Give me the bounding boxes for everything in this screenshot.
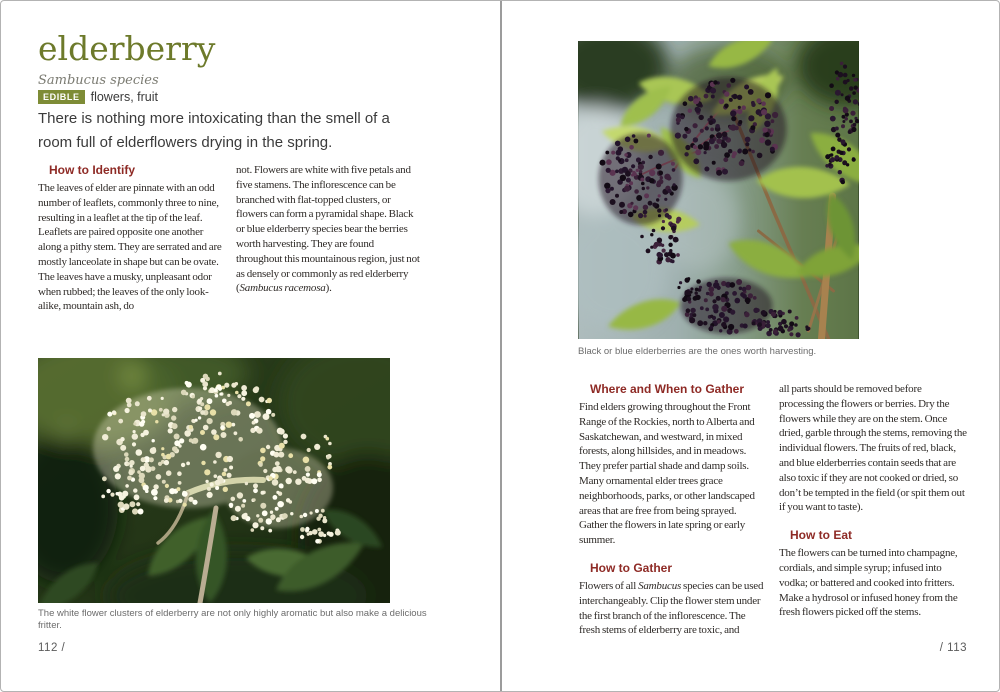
- identify-columns: [38, 163, 422, 314]
- gather-how-heading: How to Gather: [590, 560, 673, 575]
- edible-parts-label: flowers, fruit: [90, 90, 158, 104]
- species-subtitle: Sambucus species: [38, 73, 159, 88]
- gather-how-text: [579, 579, 767, 638]
- gather-continuation-text: all parts should be removed before processing the flowers or berries. Dry the flowers while they are on the stem. Once dried, garble through the stems, removing the individual flowers. The fruits of red, black, and blue elderberries contain seeds that are also toxic if they are not cooked or dried, so don’t be tempted in the field (or spit them out if you want to taste).: [779, 383, 967, 514]
- identify-text-2: [236, 163, 422, 296]
- entry-title: elderberry: [38, 29, 216, 68]
- gather-column-1: [579, 382, 767, 638]
- edible-badge: EDIBLE: [38, 90, 85, 104]
- gather-columns: [579, 382, 967, 638]
- identify-column-1: [38, 163, 224, 314]
- page-gutter-divider: [500, 1, 502, 691]
- identify-text-2-latin: Sambucus racemosa: [239, 282, 326, 295]
- edibility-row: [38, 90, 158, 104]
- elderberries-photo: [578, 41, 859, 339]
- elderflower-photo: [38, 358, 390, 603]
- gather-column-2: [779, 382, 967, 638]
- gather-how-pre: Flowers of all: [579, 579, 639, 592]
- gather-when-text: Find elders growing throughout the Front Range of the Rockies, north to Alberta and Saskatchewan, and westward, in mixed forests, along hillsides, and in meadows. They prefer partial shade and damp soils. Many ornamental elder trees grace neighborhoods, parks, or other landscaped areas that are free from being sprayed. Gather the flowers in late spring or early summer.: [579, 401, 755, 547]
- gather-how-post: species can be used interchangeably. Clip the flower stem under the first branch of the inflorescence. The fresh stems of elderberry are toxic, and: [579, 579, 764, 637]
- identify-column-2: [236, 163, 422, 314]
- page-number-right: / 113: [939, 642, 967, 654]
- eat-heading: How to Eat: [790, 528, 852, 543]
- intro-paragraph: There is nothing more intoxicating than the smell of a room full of elderflowers drying in the spring.: [38, 110, 390, 151]
- identify-text-1: The leaves of elder are pinnate with an odd number of leaflets, commonly three to nine, resulting in a leaflet at the tip of the leaf. Leaflets are paired opposite one another along a pithy stem. They are serrated and are mostly lanceolate in shape but can be ovate. The leaves have a musky, unpleasant odor when rubbed; the leaves of the only look-alike, mountain ash, do: [38, 182, 222, 313]
- photo1-caption: The white flower clusters of elderberry are not only highly aromatic but also make a delicious fritter.: [38, 608, 427, 632]
- photo2-caption: Black or blue elderberries are the ones worth harvesting.: [578, 346, 817, 357]
- identify-text-2-post: ).: [325, 282, 332, 295]
- identify-heading: How to Identify: [49, 163, 135, 177]
- identify-text-2-pre: not. Flowers are white with five petals and five stamens. The inflorescence can be branched with flat-topped clusters, or flowers can form a pyramidal shape. Black or blue elderberry species bear the berries worth harvesting. They are found throughout this mountainous region, just not as densely or commonly as red elderberry (: [236, 164, 420, 295]
- gather-how-latin: Sambucus: [638, 579, 682, 592]
- page-number-left: 112 /: [38, 642, 66, 654]
- gather-when-heading: Where and When to Gather: [590, 382, 745, 396]
- eat-text: The flowers can be turned into champagne, cordials, and simple syrup; infused into vodka; or battered and cooked into fritters. Make a hydrosol or infused honey from the fresh flowers picked off the stems.: [779, 547, 958, 619]
